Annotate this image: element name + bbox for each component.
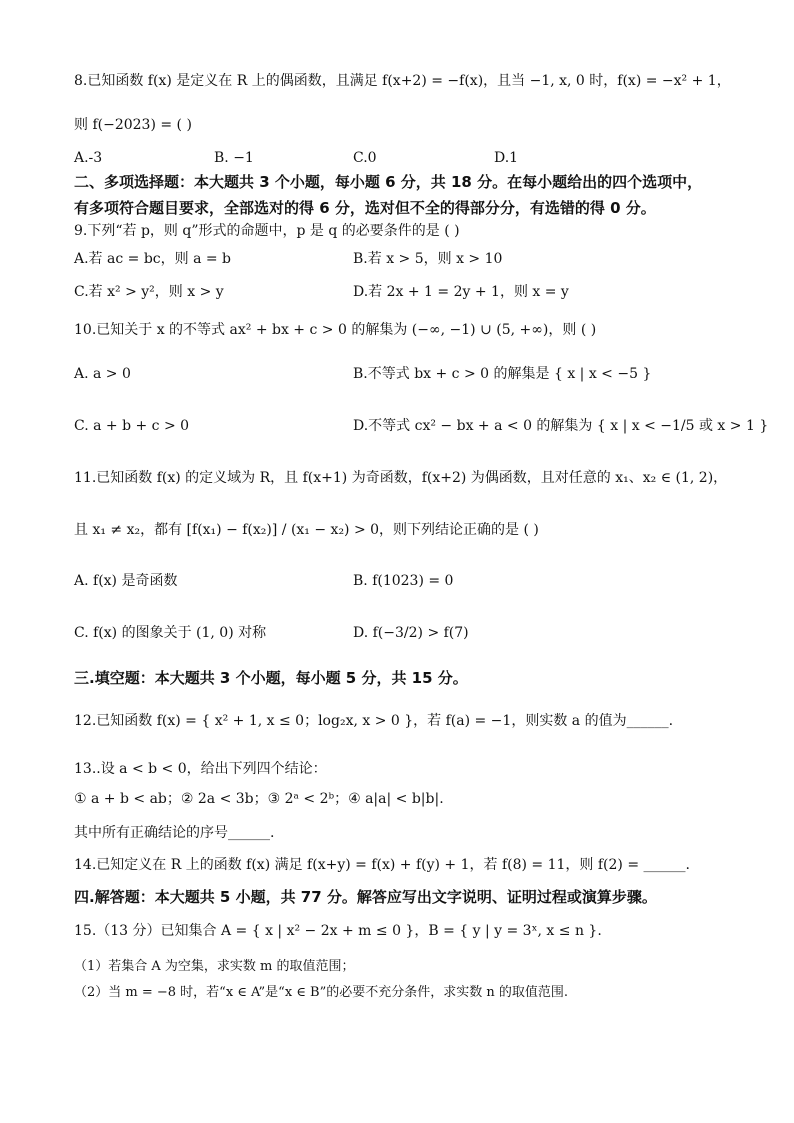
- q11-option-d: D. f(−3/2) > f(7): [353, 625, 469, 641]
- q9-option-c: C.若 x² > y²，则 x > y: [74, 284, 224, 300]
- q11-option-c: C. f(x) 的图象关于 (1, 0) 对称: [74, 625, 267, 641]
- q10-option-b: B.不等式 bx + c > 0 的解集是 { x | x < −5 }: [353, 366, 652, 382]
- q8-option-d: D.1: [494, 150, 519, 166]
- q11-stem-line2: 且 x₁ ≠ x₂，都有 [f(x₁) − f(x₂)] / (x₁ − x₂) > 0，则下列结论正确的是 ( ): [74, 522, 539, 538]
- q8-stem-line1: 8.已知函数 f(x) 是定义在 R 上的偶函数，且满足 f(x+2) = −f(x)，且当 −1, x, 0 时，f(x) = −x² + 1，: [74, 73, 731, 89]
- q9-option-a: A.若 ac = bc，则 a = b: [74, 251, 232, 267]
- q8-option-c: C.0: [353, 150, 377, 166]
- q14-stem: 14.已知定义在 R 上的函数 f(x) 满足 f(x+y) = f(x) + f(y) + 1，若 f(8) = 11，则 f(2) = ______.: [74, 857, 690, 873]
- q8-option-b: B. −1: [214, 150, 254, 166]
- q11-stem-line1: 11.已知函数 f(x) 的定义域为 R，且 f(x+1) 为奇函数，f(x+2) 为偶函数，且对任意的 x₁、x₂ ∈ (1, 2)，: [74, 470, 728, 486]
- q12-stem: 12.已知函数 f(x) = { x² + 1, x ≤ 0；log₂x, x > 0 }，若 f(a) = −1，则实数 a 的值为______.: [74, 713, 674, 729]
- q10-option-c: C. a + b + c > 0: [74, 418, 190, 434]
- q15-part1: （1）若集合 A 为空集，求实数 m 的取值范围；: [74, 959, 355, 974]
- q8-stem-line2: 则 f(−2023) = ( ): [74, 117, 192, 133]
- q13-answer-line: 其中所有正确结论的序号______.: [74, 825, 275, 841]
- q10-option-d: D.不等式 cx² − bx + a < 0 的解集为 { x | x < −1/5 或 x > 1 }: [353, 418, 769, 434]
- section3-heading: 三.填空题：本大题共 3 个小题，每小题 5 分，共 15 分。: [74, 669, 468, 687]
- q10-stem: 10.已知关于 x 的不等式 ax² + bx + c > 0 的解集为 (−∞, −1) ∪ (5, +∞)，则 ( ): [74, 322, 597, 338]
- q8-option-a: A.-3: [74, 150, 103, 166]
- q9-stem: 9.下列“若 p，则 q”形式的命题中，p 是 q 的必要条件的是 ( ): [74, 223, 460, 239]
- q11-option-b: B. f(1023) = 0: [353, 573, 454, 589]
- section2-heading-line2: 有多项符合题目要求，全部选对的得 6 分，选对但不全的得部分分，有选错的得 0 分。: [74, 199, 656, 217]
- section4-heading: 四.解答题：本大题共 5 小题，共 77 分。解答应写出文字说明、证明过程或演算步骤。: [74, 888, 657, 906]
- q11-option-a: A. f(x) 是奇函数: [74, 573, 178, 589]
- q13-conclusions: ① a + b < ab；② 2a < 3b；③ 2ᵃ < 2ᵇ；④ a|a| < b|b|.: [74, 791, 444, 807]
- q15-stem: 15.（13 分）已知集合 A = { x | x² − 2x + m ≤ 0 }，B = { y | y = 3ˣ, x ≤ n }.: [74, 923, 602, 939]
- section2-heading-line1: 二、多项选择题：本大题共 3 个小题，每小题 6 分，共 18 分。在每小题给出的四个选项中，: [74, 173, 703, 191]
- q9-option-d: D.若 2x + 1 = 2y + 1，则 x = y: [353, 284, 569, 300]
- q9-option-b: B.若 x > 5，则 x > 10: [353, 251, 503, 267]
- q10-option-a: A. a > 0: [74, 366, 131, 382]
- q13-stem: 13..设 a < b < 0，给出下列四个结论：: [74, 761, 327, 777]
- q15-part2: （2）当 m = −8 时，若“x ∈ A”是“x ∈ B”的必要不充分条件，求实数 n 的取值范围.: [74, 985, 569, 1000]
